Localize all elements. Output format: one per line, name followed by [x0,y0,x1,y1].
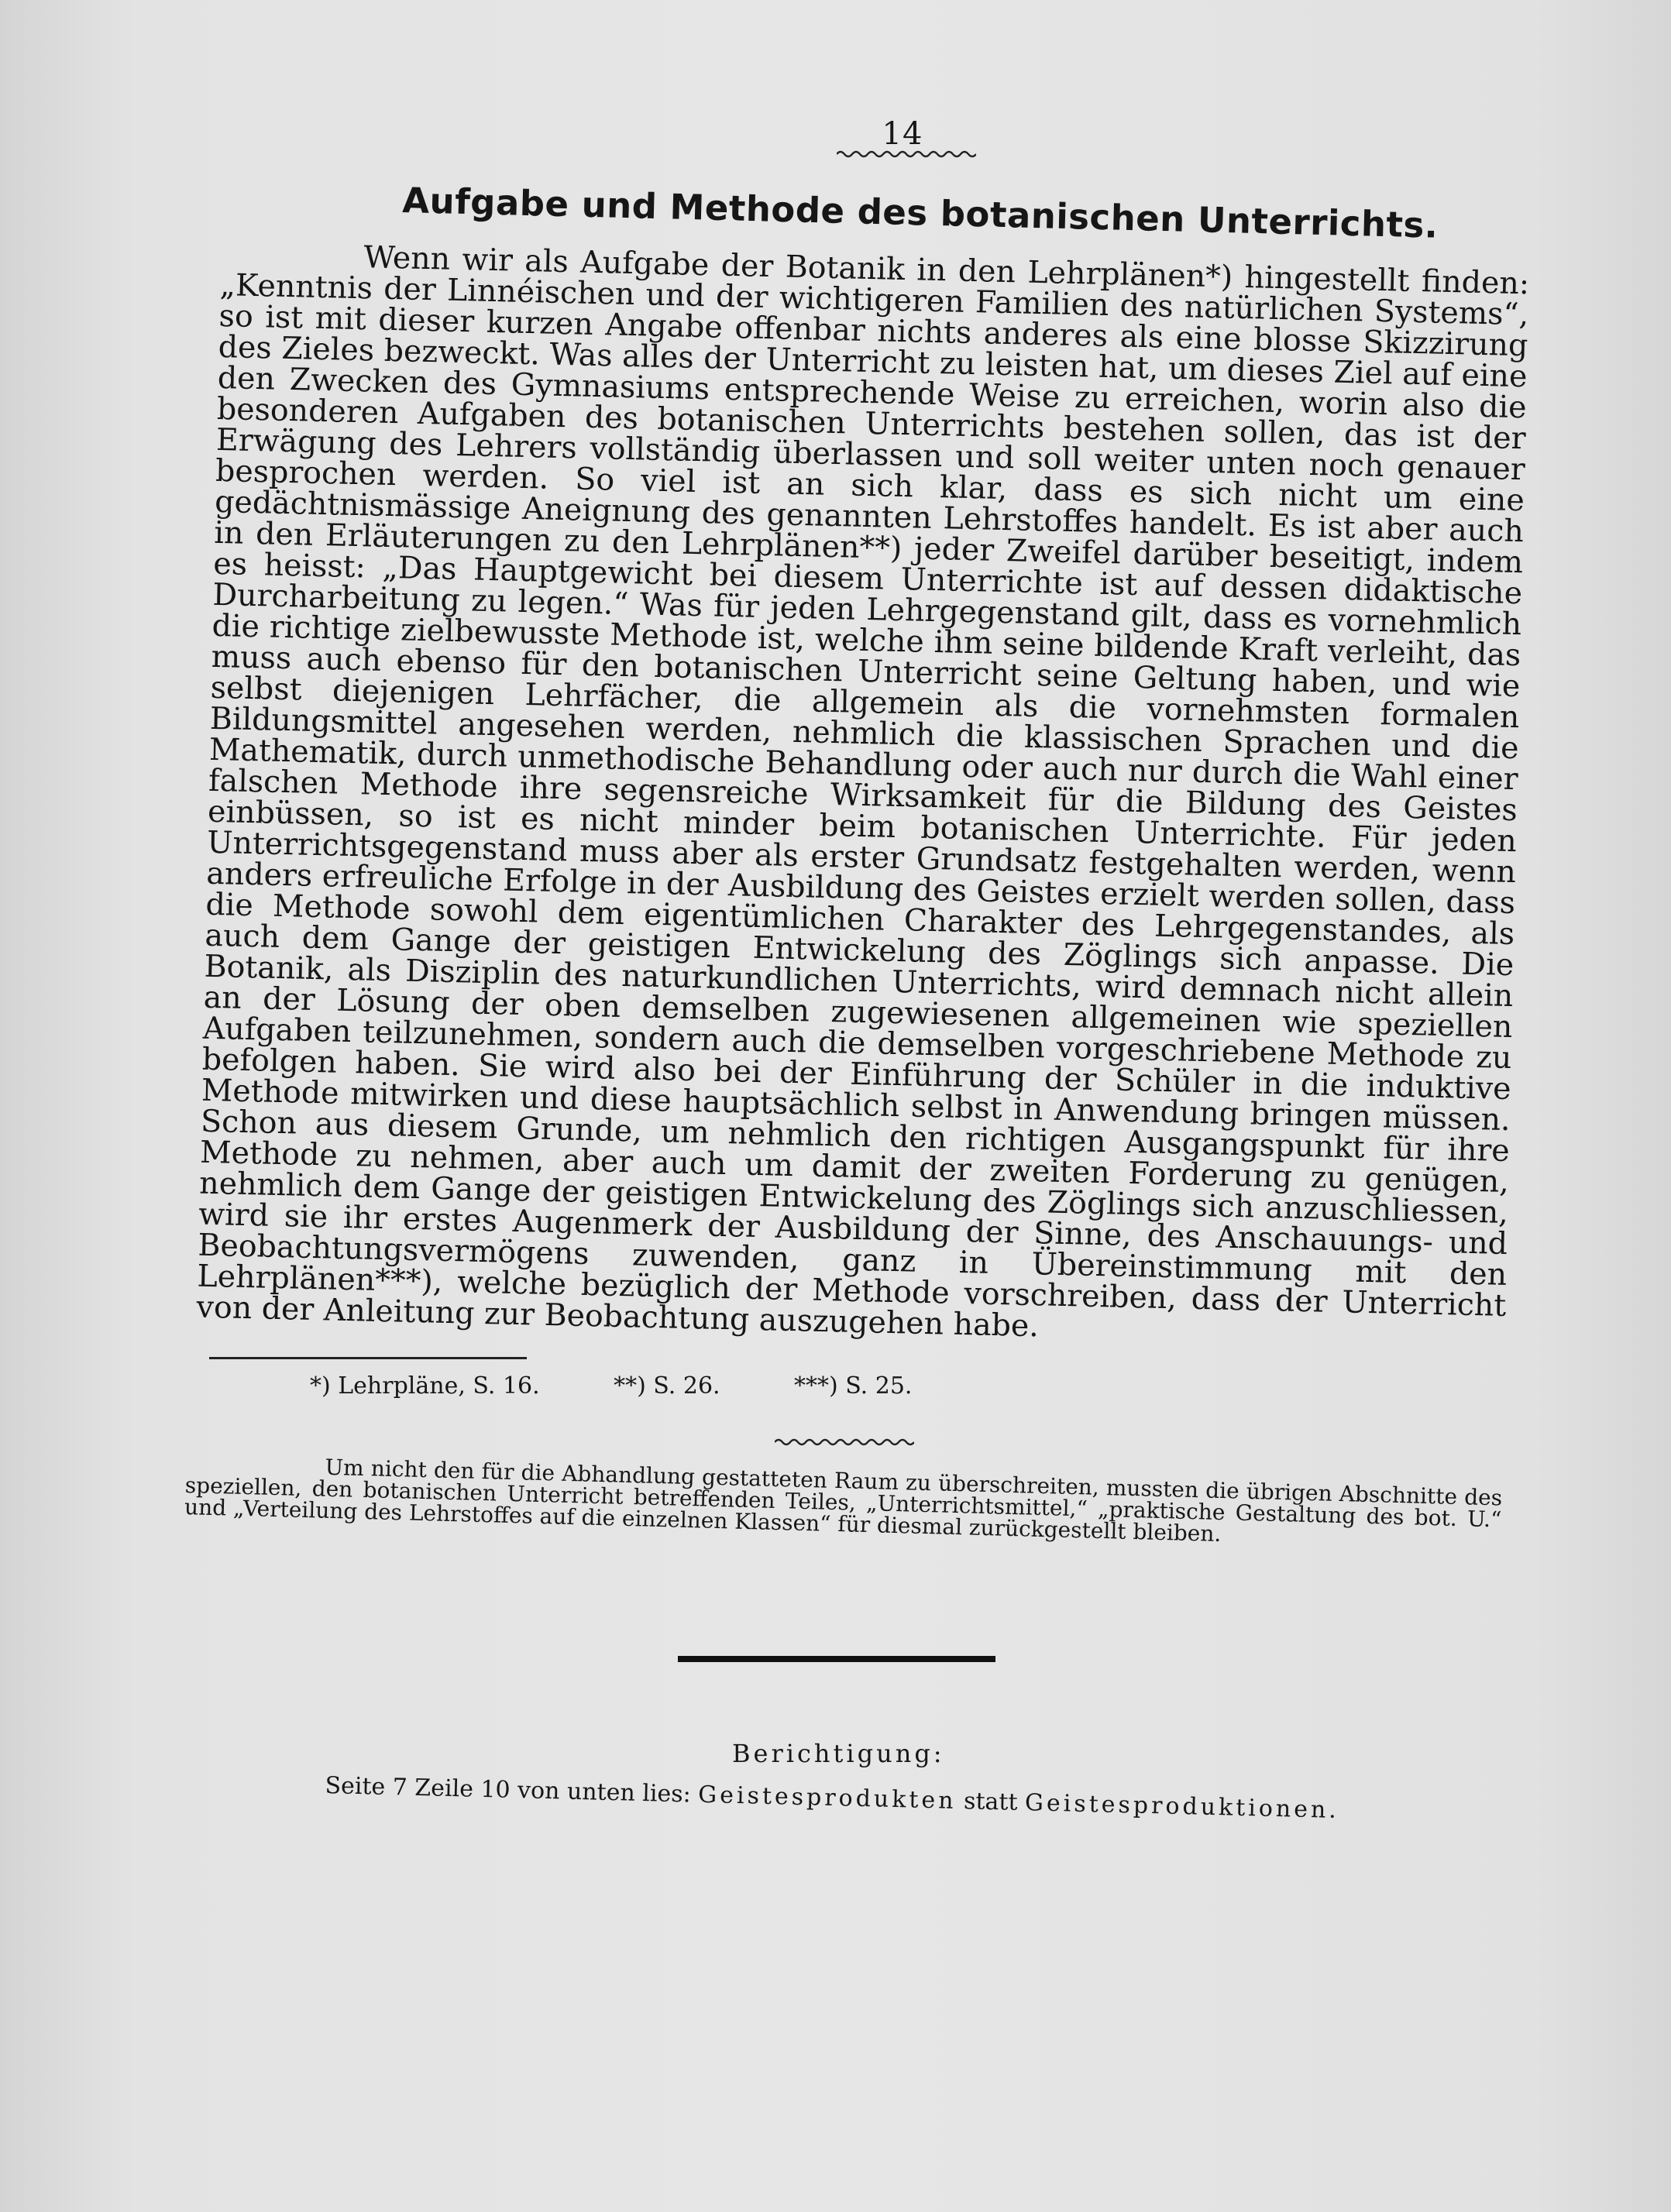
footnotes [310,1371,912,1402]
footnote-3: ***) S. 25. [793,1372,913,1400]
editorial-note: Um nicht den für die Abhandlung gestatteten Raum zu überschreiten, mussten die übrigen Abschnitte des speziellen, den botanischen Unterricht betreffenden Teiles, „Unterrichtsmittel,“ „praktische Gestaltung des bot. U.“ und „Verteilung des Lehrstoffes auf die einzelnen Klassen“ für diesmal zurückgestellt bleiben. [184,1454,1503,1547]
page-number: 14 [882,116,923,152]
footnote-1: *) Lehrpläne, S. 16. [310,1372,540,1400]
correction-prefix: Seite 7 Zeile 10 von unten lies: [325,1772,692,1808]
wavy-ornament-middle [775,1437,914,1448]
footnote-rule [209,1357,527,1359]
body-paragraph: Wenn wir als Aufgabe der Botanik in den Lehrplänen*) hingestellt finden: „Kenntnis der Linnéischen und der wichtigeren Familien des natürlichen Systems“, so ist mit dieser kurzen Angabe offenbar nichts anderes als eine blosse Skizzirung des Zieles bezweckt. Was alles der Unterricht zu leisten hat, um dieses Ziel auf eine den Zwecken des Gymnasiums entsprechende Weise zu erreichen, worin also die besonderen Aufgaben des botanischen Unterrichts bestehen sollen, das ist der Erwägung des Lehrers vollständig überlassen und soll weiter unten noch genauer besprochen werden. So viel ist an sich klar, dass es sich nicht um eine gedächtnismässige Aneignung des genannten Lehrstoffes handelt. Es ist aber auch in den Erläuterungen zu den Lehrplänen**) jeder Zweifel darüber beseitigt, indem es heisst: „Das Hauptgewicht bei diesem Unterrichte ist auf dessen didaktische Durcharbeitung zu legen.“ Was für jeden Lehrgegenstand gilt, dass es vornehmlich die richtige zielbewusste Methode ist, welche ihm seine bildende Kraft verleiht, das muss auch ebenso für den botanischen Unterricht seine Geltung haben, und wie selbst diejenigen Lehrfächer, die allgemein als die vornehmsten formalen Bildungsmittel angesehen werden, nehmlich die klassischen Sprachen und die Mathematik, durch unmethodische Behandlung oder auch nur durch die Wahl einer falschen Methode ihre segensreiche Wirksamkeit für die Bildung des Geistes einbüssen, so ist es nicht minder beim botanischen Unterrichte. Für jeden Unterrichtsgegenstand muss aber als erster Grundsatz festgehalten werden, wenn anders erfreuliche Erfolge in der Ausbildung des Geistes erzielt werden sollen, dass die Methode sowohl dem eigentümlichen Charakter des Lehrgegenstandes, als auch dem Gange der geistigen Entwickelung des Zöglings sich anpasse. Die Botanik, als Disziplin des naturkundlichen Unterrichts, wird demnach nicht allein an der Lösung der oben demselben zugewiesenen allgemeinen wie speziellen Aufgaben teilzunehmen, sondern auch die demselben vorgeschriebene Methode zu befolgen haben. Sie wird also bei der Einführung der Schüler in die induktive Methode mitwirken und diese hauptsächlich selbst in Anwendung bringen müssen. Schon aus diesem Grunde, um nehmlich den richtigen Ausgangspunkt für ihre Methode zu nehmen, aber auch um damit der zweiten Forderung zu genügen, nehmlich dem Gange der geistigen Entwickelung des Zöglings sich anzuschliessen, wird sie ihr erstes Augenmerk der Ausbildung der Sinne, des Anschauungs- und Beobachtungsvermögens zuwenden, ganz in Übereinstimmung mit den Lehrplänen***), welche bezüglich der Methode vorschreiben, dass der Unterricht von der Anleitung zur Beobachtung auszugehen habe. [196,239,1530,1345]
footnote-2: **) S. 26. [614,1372,720,1400]
thick-divider [678,1656,995,1662]
wavy-ornament-top [837,149,976,160]
correction-correct-word: Geistesprodukten [697,1781,957,1815]
section-title: Aufgabe und Methode des botanischen Unterrichts. [401,180,1439,246]
correction-wrong-word: Geistesproduktionen. [1024,1789,1340,1824]
correction-middle: statt [963,1788,1018,1816]
correction-line [325,1772,1339,1824]
correction-heading: Berichtigung: [732,1739,945,1768]
